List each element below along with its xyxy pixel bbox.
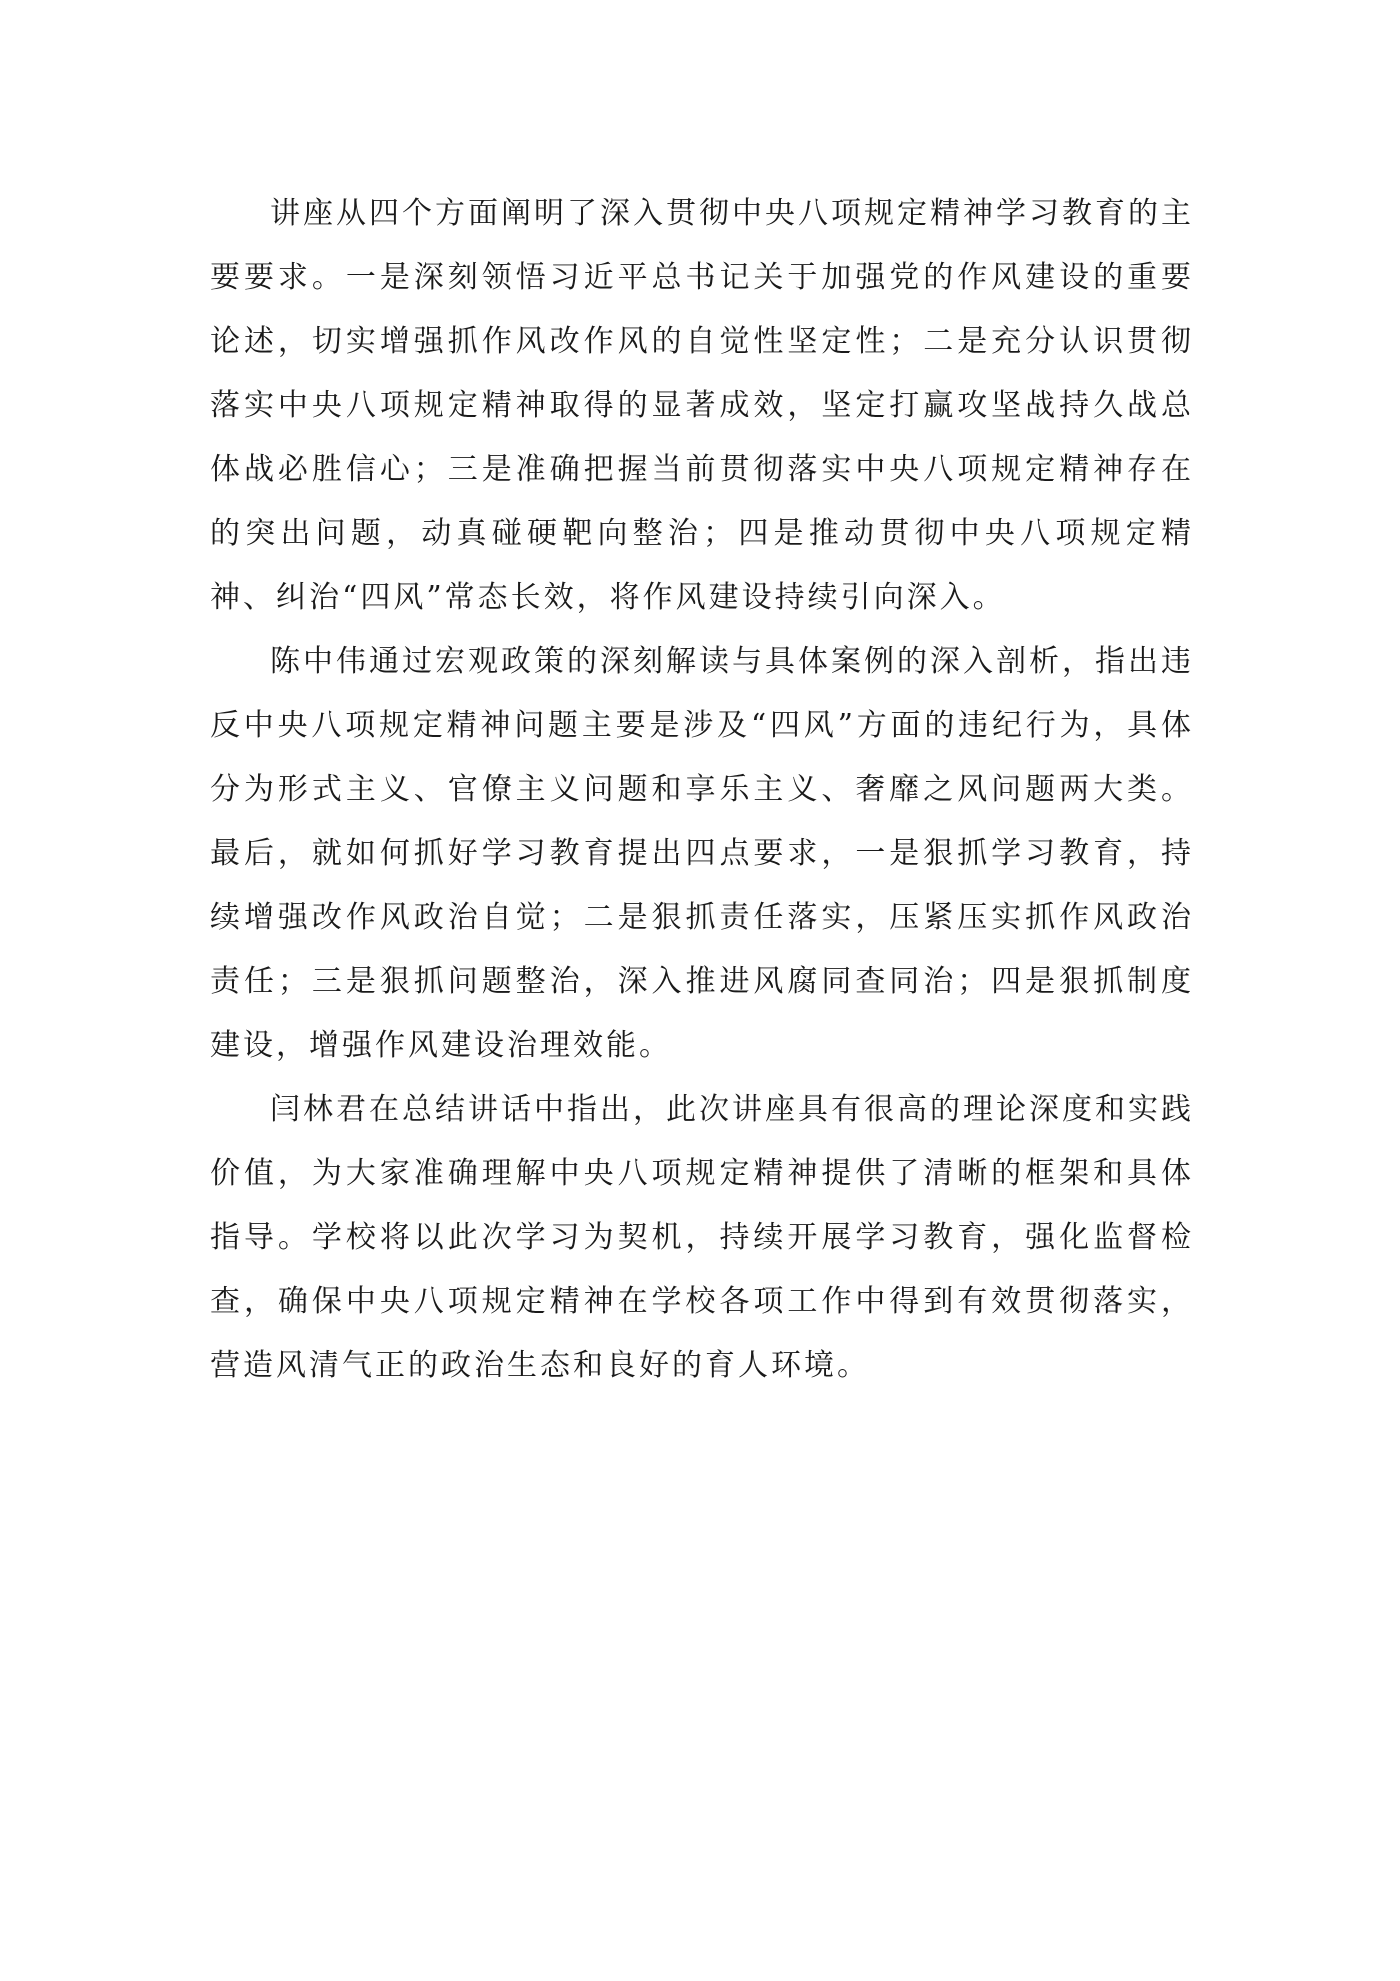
paragraph-yan-linjun-summary: 闫林君在总结讲话中指出，此次讲座具有很高的理论深度和实践价值，为大家准确理解中央八项规定精神提供了清晰的框架和具体指导。学校将以此次学习为契机，持续开展学习教育，强化监督检查，确保中央八项规定精神在学校各项工作中得到有效贯彻落实，营造风清气正的政治生态和良好的育人环境。 — [210, 1092, 1194, 1383]
document-body — [210, 182, 1194, 1398]
paragraph-chen-zhongwei-analysis: 陈中伟通过宏观政策的深刻解读与具体案例的深入剖析，指出违反中央八项规定精神问题主要是涉及“四风”方面的违纪行为，具体分为形式主义、官僚主义问题和享乐主义、奢靡之风问题两大类。最后，就如何抓好学习教育提出四点要求，一是狠抓学习教育，持续增强改作风政治自觉；二是狠抓责任落实，压紧压实抓作风政治责任；三是狠抓问题整治，深入推进风腐同查同治；四是狠抓制度建设，增强作风建设治理效能。 — [210, 644, 1194, 1063]
paragraph-lecture-requirements: 讲座从四个方面阐明了深入贯彻中央八项规定精神学习教育的主要要求。一是深刻领悟习近平总书记关于加强党的作风建设的重要论述，切实增强抓作风改作风的自觉性坚定性；二是充分认识贯彻落实中央八项规定精神取得的显著成效，坚定打赢攻坚战持久战总体战必胜信心；三是准确把握当前贯彻落实中央八项规定精神存在的突出问题，动真碰硬靶向整治；四是推动贯彻中央八项规定精神、纠治“四风”常态长效，将作风建设持续引向深入。 — [210, 196, 1194, 615]
